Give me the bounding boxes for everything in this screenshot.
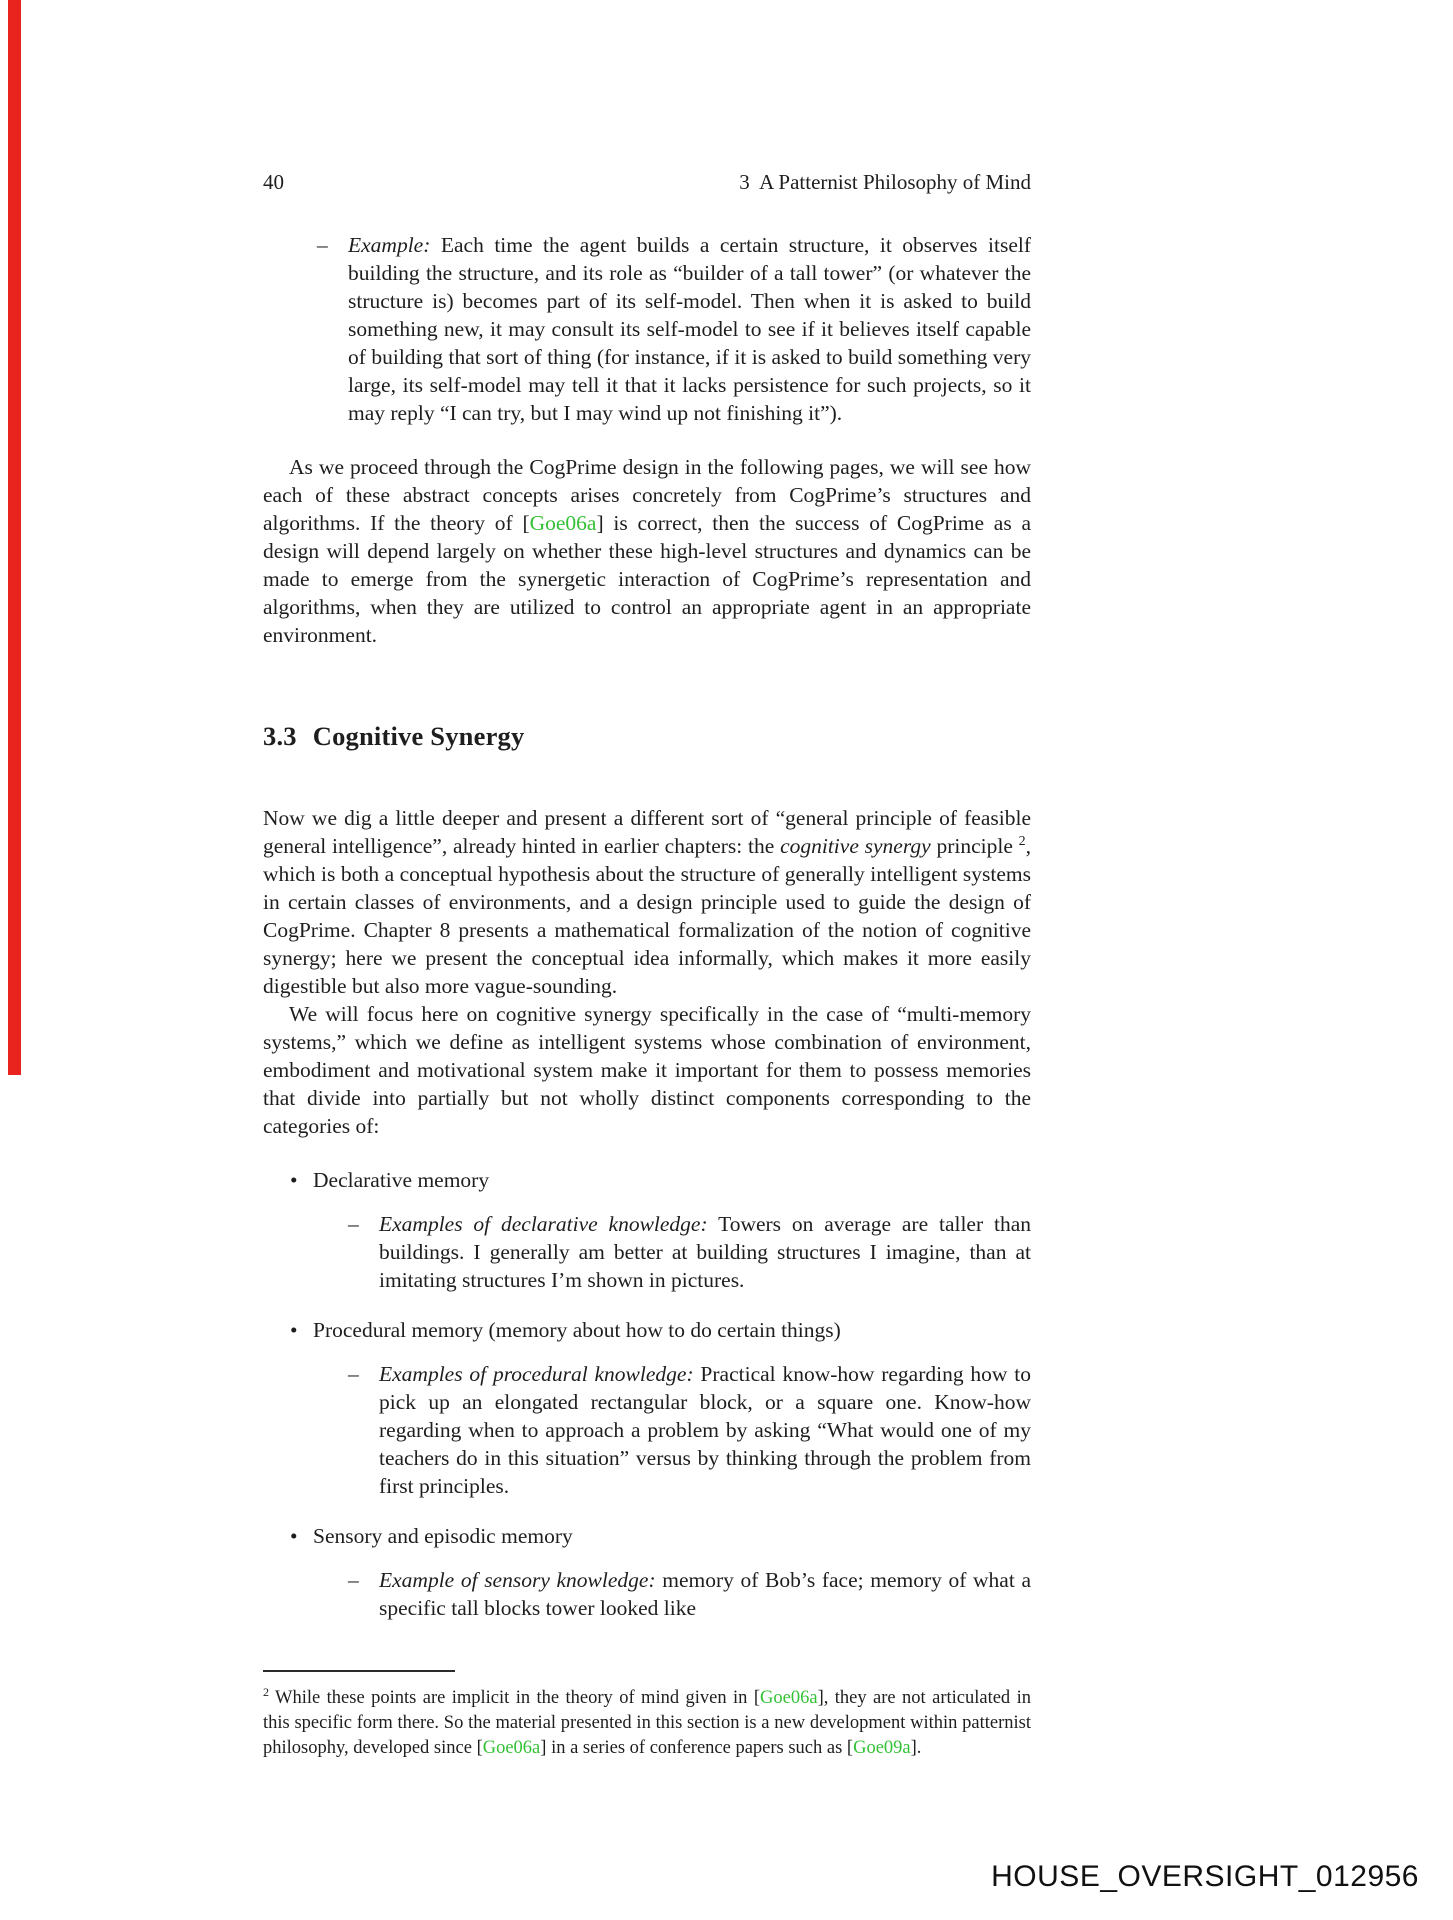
paragraph-text: Now we dig a little deeper and present a different sort of “general principle of feasible general intelligence”, already hinted in earlier chapters: the — [263, 806, 1031, 858]
sub-example-label: Examples of declarative knowledge: — [379, 1212, 708, 1236]
example-text: Each time the agent builds a certain structure, it observes itself building the structure, and its role as “builder of a tall tower” (or whatever the structure is) becomes part of its self-model. Then when it is asked to build something new, it may consult its self-model to see if it believes itself capable of building that sort of thing (for instance, if it is asked to build something very large, its self-model may tell it that it lacks persistence for such projects, so it may reply “I can try, but I may wind up not finishing it”). — [348, 233, 1031, 425]
sub-example-text: Practical know-how regarding how to pick up an elongated rectangular block, or a square one. Know-how regarding when to approach a problem by asking “What would one of my teachers do in this situation” versus by thinking through the problem from first principles. — [379, 1362, 1031, 1498]
footnote-segment: While these points are implicit in the theory of mind given in [ — [275, 1688, 761, 1708]
bullet-icon: • — [290, 1168, 298, 1192]
section-heading — [263, 721, 1031, 752]
paragraph-text: principle — [930, 834, 1019, 858]
bullet-icon: • — [290, 1524, 298, 1548]
page-header — [263, 170, 1031, 195]
bullet-item-procedural — [263, 1316, 1031, 1344]
bullet-label: Declarative memory — [313, 1168, 490, 1192]
example-label: Example: — [348, 233, 431, 257]
paragraph-cognitive-synergy — [263, 804, 1031, 1000]
example-dash-item — [263, 231, 1031, 427]
sub-example-sensory — [263, 1566, 1031, 1622]
bullet-label: Procedural memory (memory about how to do certain things) — [313, 1318, 841, 1342]
footnote-number: 2 — [263, 1684, 270, 1699]
dash-marker: – — [348, 1568, 359, 1592]
sub-example-label: Examples of procedural knowledge: — [379, 1362, 694, 1386]
bates-stamp: HOUSE_OVERSIGHT_012956 — [991, 1860, 1419, 1893]
paragraph-multi-memory — [263, 1000, 1031, 1140]
bullet-icon: • — [290, 1318, 298, 1342]
citation-link-goe06a[interactable]: Goe06a — [529, 511, 597, 535]
footnote-text — [263, 1686, 1031, 1761]
citation-link-goe06a-footnote-2[interactable]: Goe06a — [482, 1738, 541, 1758]
bullet-item-declarative — [263, 1166, 1031, 1194]
footnote-segment: ]. — [910, 1738, 922, 1758]
citation-link-goe09a-footnote[interactable]: Goe09a — [853, 1738, 911, 1758]
paragraph-text: As we proceed through the CogPrime design in the following pages, we will see how each of these abstract concepts arises concretely from CogPrime’s structures and algorithms. If the theory of [ — [263, 455, 1031, 535]
dash-marker: – — [348, 1362, 359, 1386]
memory-bullet-list — [263, 1166, 1031, 1622]
red-changebar — [8, 0, 21, 1075]
paragraph-text: We will focus here on cognitive synergy specifically in the case of “multi-memory systems,” which we define as intelligent systems whose combination of environment, embodiment and motivational system make it important for them to possess memories that divide into partially but not wholly distinct components corresponding to the categories of: — [263, 1002, 1031, 1138]
paragraph-cogprime-design — [263, 453, 1031, 649]
page-content — [263, 170, 1031, 1761]
footnote-segment: ], they are not articulated in this specific form there. So the material presented in this section is a new development within patternist philosophy, developed since [ — [263, 1688, 1031, 1758]
bullet-label: Sensory and episodic memory — [313, 1524, 573, 1548]
dash-marker: – — [348, 1212, 359, 1236]
paragraph-text: ] is correct, then the success of CogPrime as a design will depend largely on whether these high-level structures and dynamics can be made to emerge from the synergetic interaction of CogPrime’s representation and algorithms, when they are utilized to control an appropriate agent in an appropriate environment. — [263, 511, 1031, 647]
sub-example-text: Towers on average are taller than buildings. I generally am better at building structures I imagine, than at imitating structures I’m shown in pictures. — [379, 1212, 1031, 1292]
footnote-rule — [263, 1670, 455, 1672]
sub-example-declarative — [263, 1210, 1031, 1294]
footnote-segment: ] in a series of conference papers such as [ — [540, 1738, 854, 1758]
footnote-reference-mark[interactable]: 2 — [1018, 833, 1026, 849]
section-title: Cognitive Synergy — [312, 721, 525, 751]
footnote-block — [263, 1670, 1031, 1761]
citation-link-goe06a-footnote-1[interactable]: Goe06a — [760, 1688, 818, 1708]
sub-example-text: memory of Bob’s face; memory of what a specific tall blocks tower looked like — [379, 1568, 1031, 1620]
section-number: 3.3 — [263, 721, 297, 751]
sub-example-label: Example of sensory knowledge: — [379, 1568, 656, 1592]
dash-marker: – — [317, 233, 328, 257]
italic-term: cognitive synergy — [780, 834, 931, 858]
sub-example-procedural — [263, 1360, 1031, 1500]
chapter-running-title: 3 A Patternist Philosophy of Mind — [739, 170, 1031, 194]
bullet-item-sensory — [263, 1522, 1031, 1550]
paragraph-text: , which is both a conceptual hypothesis about the structure of generally intelligent systems in certain classes of environments, and a design principle used to guide the design of CogPrime. Chapter 8 presents a mathematical formalization of the notion of cognitive synergy; here we present the conceptual idea informally, which makes it more easily digestible but also more vague-sounding. — [263, 834, 1032, 998]
page-number: 40 — [263, 170, 284, 194]
